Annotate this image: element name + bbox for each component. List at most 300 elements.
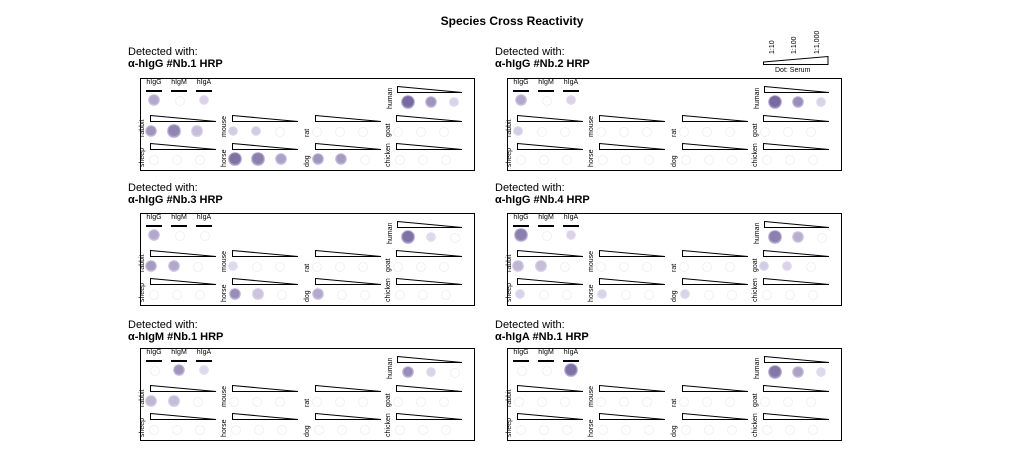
- dilution-wedge: [599, 250, 666, 258]
- chicken-dot: [762, 425, 772, 435]
- dilution-wedge: [315, 250, 382, 258]
- control-label-hIgM: hIgM: [538, 214, 554, 221]
- species-label-dog: dog: [304, 290, 311, 302]
- mouse-dot: [596, 262, 606, 272]
- horse-dot: [644, 290, 654, 300]
- sheep-dot: [195, 290, 205, 300]
- species-label-sheep: sheep: [139, 147, 146, 167]
- chicken-dot: [762, 155, 772, 165]
- control-label-hIgA: hIgA: [196, 214, 212, 221]
- human-dot: [427, 368, 436, 377]
- species-label-goat: goat: [752, 258, 759, 272]
- human-dot: [817, 368, 825, 376]
- rabbit-dot: [146, 396, 156, 406]
- rat-dot: [725, 127, 735, 137]
- chicken-dot: [441, 425, 451, 435]
- rabbit-dot: [560, 127, 570, 137]
- goat-dot: [439, 262, 449, 272]
- dilution-wedge: [396, 278, 463, 286]
- species-label-mouse: mouse: [221, 385, 228, 407]
- control-dot: [200, 231, 210, 241]
- rat-dot: [702, 397, 712, 407]
- control-dot: [542, 231, 552, 241]
- dot-blot-panel-6: [507, 348, 842, 441]
- chicken-dot: [395, 155, 405, 165]
- horse-dot: [644, 425, 654, 435]
- legend-caption: Dot: Serum: [775, 67, 811, 74]
- dilution-wedge: [396, 385, 463, 393]
- species-label-horse: horse: [221, 284, 228, 302]
- dilution-wedge: [682, 250, 749, 258]
- mouse-dot: [642, 262, 652, 272]
- control-dot: [567, 231, 576, 240]
- chicken-dot: [785, 290, 795, 300]
- panel-1-detection-label: [128, 46, 223, 70]
- species-label-rabbit: rabbit: [139, 389, 146, 407]
- chicken-dot: [418, 155, 428, 165]
- species-label-mouse: mouse: [588, 250, 595, 272]
- species-label-sheep: sheep: [506, 417, 513, 437]
- species-label-sheep: sheep: [506, 147, 513, 167]
- goat-dot: [806, 127, 816, 137]
- detection-line1: Detected with:: [495, 182, 565, 194]
- dilution-wedge: [763, 115, 830, 123]
- sheep-dot: [516, 425, 526, 435]
- dilution-wedge: [763, 250, 830, 258]
- species-label-rat: rat: [304, 263, 311, 272]
- goat-dot: [393, 397, 403, 407]
- control-dot: [150, 366, 160, 376]
- species-label-rat: rat: [304, 398, 311, 407]
- chicken-dot: [441, 155, 451, 165]
- rabbit-dot: [537, 397, 547, 407]
- dog-dot: [727, 425, 737, 435]
- dilution-wedge: [682, 115, 749, 123]
- species-label-mouse: mouse: [588, 385, 595, 407]
- species-label-chicken: chicken: [752, 278, 759, 302]
- dilution-wedge: [397, 86, 463, 94]
- rat-dot: [679, 397, 689, 407]
- dilution-wedge: [517, 278, 584, 286]
- legend-dilution-3: 1:1,000: [814, 30, 821, 54]
- species-label-sheep: sheep: [506, 282, 513, 302]
- control-bar: [146, 360, 162, 362]
- dilution-wedge: [517, 413, 584, 421]
- rat-dot: [679, 127, 689, 137]
- dilution-wedge: [517, 250, 584, 258]
- goat-dot: [416, 397, 426, 407]
- species-label-horse: horse: [588, 149, 595, 167]
- chicken-dot: [808, 290, 818, 300]
- species-label-dog: dog: [304, 155, 311, 167]
- dilution-wedge: [517, 115, 584, 123]
- mouse-dot: [596, 127, 606, 137]
- human-dot: [450, 98, 459, 107]
- dilution-wedge: [763, 385, 830, 393]
- dilution-wedge: [232, 250, 299, 258]
- control-bar: [513, 225, 529, 227]
- mouse-dot: [596, 397, 606, 407]
- dog-dot: [313, 154, 324, 165]
- dog-dot: [704, 290, 714, 300]
- dilution-wedge: [232, 115, 299, 123]
- mouse-dot: [642, 127, 652, 137]
- dilution-wedge: [232, 278, 299, 286]
- species-label-horse: horse: [588, 284, 595, 302]
- species-label-mouse: mouse: [588, 115, 595, 137]
- panel-4-detection-label: [495, 182, 590, 206]
- species-label-dog: dog: [671, 290, 678, 302]
- rabbit-dot: [514, 397, 524, 407]
- mouse-dot: [252, 397, 262, 407]
- rat-dot: [358, 262, 368, 272]
- horse-dot: [252, 153, 263, 164]
- species-label-chicken: chicken: [385, 143, 392, 167]
- dilution-wedge: [397, 221, 463, 229]
- panel-6-detection-label: [495, 319, 589, 343]
- dilution-wedge: [315, 143, 382, 151]
- rabbit-dot: [537, 127, 547, 137]
- sheep-dot: [195, 155, 205, 165]
- sheep-dot: [539, 290, 549, 300]
- control-bar: [513, 360, 529, 362]
- detection-antibody: α-hIgG #Nb.3 HRP: [128, 194, 223, 206]
- species-label-rabbit: rabbit: [506, 254, 513, 272]
- dot-blot-panel-3: [140, 213, 475, 306]
- dilution-wedge: [763, 413, 830, 421]
- dilution-wedge: [599, 115, 666, 123]
- sheep-dot: [149, 155, 159, 165]
- human-dot: [402, 96, 414, 108]
- control-label-hIgA: hIgA: [563, 214, 579, 221]
- species-label-rabbit: rabbit: [139, 119, 146, 137]
- horse-dot: [230, 289, 241, 300]
- dilution-wedge: [517, 143, 584, 151]
- sheep-dot: [149, 425, 159, 435]
- dog-dot: [681, 425, 691, 435]
- rabbit-dot: [146, 261, 156, 271]
- control-dot: [515, 229, 526, 240]
- detection-line1: Detected with:: [495, 46, 565, 58]
- control-dot: [200, 96, 209, 105]
- chicken-dot: [441, 290, 451, 300]
- species-label-chicken: chicken: [385, 278, 392, 302]
- dot-blot-panel-5: [140, 348, 475, 441]
- chicken-dot: [808, 155, 818, 165]
- control-bar: [563, 225, 579, 227]
- sheep-dot: [562, 155, 572, 165]
- rabbit-dot: [560, 262, 570, 272]
- panel-3-detection-label: [128, 182, 223, 206]
- mouse-dot: [619, 262, 629, 272]
- control-dot: [200, 366, 208, 374]
- dilution-wedge: [315, 278, 382, 286]
- human-dot: [769, 231, 780, 242]
- control-bar: [171, 225, 187, 227]
- detection-line1: Detected with:: [128, 46, 198, 58]
- rat-dot: [335, 127, 345, 137]
- control-label-hIgG: hIgG: [146, 79, 162, 86]
- species-label-mouse: mouse: [221, 115, 228, 137]
- panel-2-detection-label: [495, 46, 590, 70]
- species-label-horse: horse: [588, 419, 595, 437]
- species-label-chicken: chicken: [752, 413, 759, 437]
- rabbit-dot: [169, 396, 178, 405]
- mouse-dot: [275, 262, 285, 272]
- dilution-wedge: [150, 143, 217, 151]
- horse-dot: [231, 425, 241, 435]
- sheep-dot: [516, 290, 525, 299]
- control-dot: [149, 95, 159, 105]
- chicken-dot: [418, 425, 428, 435]
- legend-dilution-wedge: [763, 56, 829, 65]
- control-dot: [516, 95, 526, 105]
- dog-dot: [337, 425, 347, 435]
- panel-5-detection-label: [128, 319, 223, 343]
- species-label-rat: rat: [671, 398, 678, 407]
- species-label-sheep: sheep: [139, 282, 146, 302]
- mouse-dot: [252, 127, 261, 136]
- mouse-dot: [642, 397, 652, 407]
- control-label-hIgM: hIgM: [171, 79, 187, 86]
- rat-dot: [358, 127, 368, 137]
- species-label-goat: goat: [385, 258, 392, 272]
- control-bar: [538, 225, 554, 227]
- sheep-dot: [562, 425, 572, 435]
- dilution-wedge: [315, 115, 382, 123]
- species-label-dog: dog: [671, 155, 678, 167]
- dilution-wedge: [517, 385, 584, 393]
- control-bar: [171, 360, 187, 362]
- rabbit-dot: [168, 125, 179, 136]
- detection-antibody: α-hIgM #Nb.1 HRP: [128, 331, 224, 343]
- rabbit-dot: [560, 397, 570, 407]
- species-label-rabbit: rabbit: [139, 254, 146, 272]
- control-label-hIgG: hIgG: [513, 214, 529, 221]
- dog-dot: [360, 290, 370, 300]
- control-bar: [171, 90, 187, 92]
- species-label-goat: goat: [385, 393, 392, 407]
- control-bar: [196, 225, 212, 227]
- horse-dot: [277, 425, 287, 435]
- dog-dot: [313, 289, 323, 299]
- control-label-hIgM: hIgM: [538, 79, 554, 86]
- control-bar: [538, 360, 554, 362]
- species-label-sheep: sheep: [139, 417, 146, 437]
- rat-dot: [358, 397, 368, 407]
- control-bar: [146, 225, 162, 227]
- goat-dot: [416, 262, 426, 272]
- dilution-wedge: [682, 278, 749, 286]
- control-label-hIgA: hIgA: [563, 349, 579, 356]
- dog-dot: [727, 290, 737, 300]
- control-dot: [567, 96, 576, 105]
- species-label-horse: horse: [221, 419, 228, 437]
- human-dot: [793, 232, 803, 242]
- rat-dot: [702, 127, 712, 137]
- sheep-dot: [516, 155, 526, 165]
- chicken-dot: [762, 290, 772, 300]
- rabbit-dot: [169, 261, 179, 271]
- mouse-dot: [619, 127, 629, 137]
- goat-dot: [783, 262, 792, 271]
- dog-dot: [681, 290, 690, 299]
- human-dot: [402, 231, 414, 243]
- species-label-human: human: [387, 222, 394, 244]
- chicken-dot: [418, 290, 428, 300]
- chicken-dot: [808, 425, 818, 435]
- horse-dot: [598, 425, 608, 435]
- control-dot: [542, 96, 552, 106]
- dog-dot: [337, 290, 347, 300]
- species-label-human: human: [754, 222, 761, 244]
- dog-dot: [360, 155, 370, 165]
- species-label-rat: rat: [304, 128, 311, 137]
- horse-dot: [277, 290, 287, 300]
- human-dot: [769, 366, 781, 378]
- control-label-hIgM: hIgM: [171, 349, 187, 356]
- goat-dot: [806, 397, 816, 407]
- dilution-wedge: [150, 115, 217, 123]
- species-label-human: human: [754, 357, 761, 379]
- species-label-rabbit: rabbit: [506, 119, 513, 137]
- dilution-wedge: [232, 413, 299, 421]
- species-label-mouse: mouse: [221, 250, 228, 272]
- rabbit-dot: [193, 397, 203, 407]
- dilution-wedge: [599, 413, 666, 421]
- sheep-dot: [172, 425, 182, 435]
- human-dot: [427, 233, 435, 241]
- horse-dot: [621, 155, 631, 165]
- dilution-wedge: [599, 385, 666, 393]
- mouse-dot: [229, 397, 239, 407]
- human-dot: [817, 98, 826, 107]
- dilution-wedge: [764, 86, 830, 94]
- mouse-dot: [252, 262, 262, 272]
- human-dot: [817, 233, 827, 243]
- dilution-wedge: [599, 143, 666, 151]
- species-label-human: human: [754, 87, 761, 109]
- dilution-wedge: [150, 413, 217, 421]
- goat-dot: [760, 262, 769, 271]
- dilution-wedge: [232, 385, 299, 393]
- dilution-wedge: [396, 115, 463, 123]
- rat-dot: [725, 397, 735, 407]
- control-dot: [149, 230, 159, 240]
- legend-dilution-2: 1:100: [791, 36, 798, 54]
- dilution-wedge: [682, 143, 749, 151]
- species-label-goat: goat: [752, 123, 759, 137]
- control-label-hIgG: hIgG: [146, 349, 162, 356]
- control-label-hIgG: hIgG: [513, 349, 529, 356]
- dilution-wedge: [315, 413, 382, 421]
- sheep-dot: [539, 155, 549, 165]
- chicken-dot: [395, 290, 405, 300]
- control-dot: [175, 96, 185, 106]
- human-dot: [793, 367, 803, 377]
- control-bar: [196, 90, 212, 92]
- goat-dot: [760, 127, 770, 137]
- detection-line1: Detected with:: [128, 319, 198, 331]
- dot-blot-panel-1: [140, 78, 475, 171]
- horse-dot: [621, 290, 631, 300]
- horse-dot: [598, 155, 608, 165]
- sheep-dot: [562, 290, 572, 300]
- species-label-chicken: chicken: [752, 143, 759, 167]
- detection-antibody: α-hIgA #Nb.1 HRP: [495, 331, 589, 343]
- dilution-wedge: [599, 278, 666, 286]
- control-label-hIgM: hIgM: [538, 349, 554, 356]
- species-label-rabbit: rabbit: [506, 389, 513, 407]
- species-label-goat: goat: [752, 393, 759, 407]
- control-label-hIgA: hIgA: [196, 349, 212, 356]
- dog-dot: [681, 155, 691, 165]
- sheep-dot: [195, 425, 205, 435]
- horse-dot: [644, 155, 654, 165]
- dilution-wedge: [150, 250, 217, 258]
- detection-antibody: α-hIgG #Nb.2 HRP: [495, 58, 590, 70]
- goat-dot: [760, 397, 770, 407]
- rabbit-dot: [513, 261, 523, 271]
- goat-dot: [393, 127, 403, 137]
- species-label-rat: rat: [671, 128, 678, 137]
- mouse-dot: [275, 397, 285, 407]
- dot-blot-panel-4: [507, 213, 842, 306]
- goat-dot: [783, 397, 793, 407]
- goat-dot: [439, 397, 449, 407]
- goat-dot: [416, 127, 426, 137]
- legend-dilution-1: 1:10: [769, 40, 776, 54]
- sheep-dot: [172, 290, 182, 300]
- human-dot: [793, 97, 804, 108]
- control-label-hIgG: hIgG: [146, 214, 162, 221]
- rat-dot: [312, 397, 322, 407]
- detection-line1: Detected with:: [495, 319, 565, 331]
- rat-dot: [312, 262, 322, 272]
- species-label-human: human: [387, 87, 394, 109]
- control-label-hIgA: hIgA: [563, 79, 579, 86]
- rat-dot: [312, 127, 322, 137]
- control-dot: [565, 364, 577, 376]
- horse-dot: [276, 154, 286, 164]
- control-dot: [175, 231, 185, 241]
- dot-blot-panel-2: [507, 78, 842, 171]
- horse-dot: [621, 425, 631, 435]
- dilution-wedge: [763, 278, 830, 286]
- dilution-wedge: [396, 413, 463, 421]
- dilution-wedge: [764, 221, 830, 229]
- rat-dot: [702, 262, 712, 272]
- dilution-wedge: [150, 278, 217, 286]
- goat-dot: [783, 127, 793, 137]
- dilution-wedge: [396, 143, 463, 151]
- dilution-wedge: [397, 356, 463, 364]
- goat-dot: [439, 127, 449, 137]
- detection-line1: Detected with:: [128, 182, 198, 194]
- control-bar: [196, 360, 212, 362]
- goat-dot: [806, 262, 816, 272]
- goat-dot: [393, 262, 403, 272]
- dog-dot: [336, 154, 346, 164]
- horse-dot: [598, 290, 607, 299]
- control-bar: [563, 360, 579, 362]
- rabbit-dot: [146, 126, 157, 137]
- control-dot: [517, 366, 527, 376]
- human-dot: [426, 97, 437, 108]
- detection-antibody: α-hIgG #Nb.4 HRP: [495, 194, 590, 206]
- mouse-dot: [275, 127, 285, 137]
- species-label-rat: rat: [671, 263, 678, 272]
